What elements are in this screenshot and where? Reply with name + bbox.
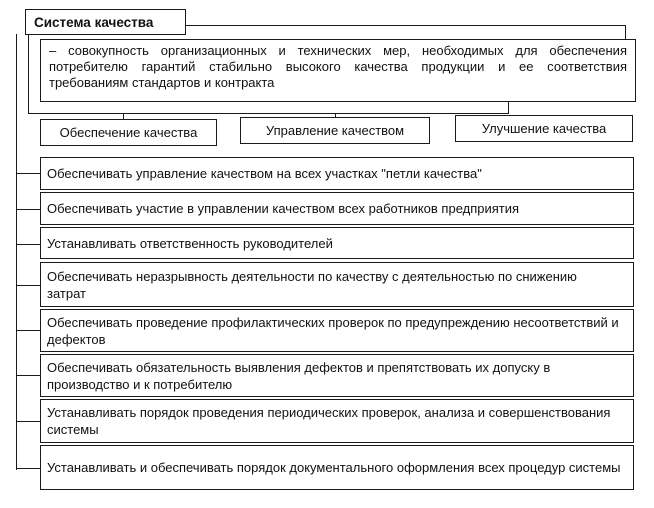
- task-text: Устанавливать и обеспечивать порядок документального оформления всех процедур системы: [47, 460, 621, 475]
- task-text: Обеспечивать управление качеством на всех участках "петли качества": [47, 166, 482, 181]
- task-1-connector: [16, 173, 40, 174]
- definition-text: – совокупность организационных и технических мер, необходимых для обеспечения потребителю гарантий стабильно высокого качества продукции и ее соответствия требованиям стандартов и контракта: [49, 43, 627, 90]
- right-vertical-connector: [625, 25, 626, 39]
- task-box-8: [40, 445, 634, 490]
- task-3-connector: [16, 244, 40, 245]
- task-7-connector: [16, 421, 40, 422]
- task-4-connector: [16, 285, 40, 286]
- component-label: Обеспечение качества: [59, 125, 198, 140]
- component-label: Управление качеством: [265, 123, 405, 138]
- components-bus-line: [28, 113, 508, 114]
- task-box-3: [40, 227, 634, 259]
- system-title-box: [25, 9, 186, 35]
- task-text: Обеспечивать обязательность выявления дефектов и препятствовать их допуску в производство и к потребителю: [47, 359, 551, 392]
- task-text: Обеспечивать неразрывность деятельности по качеству с деятельностью по снижению затрат: [47, 268, 577, 301]
- left-inner-spine-line: [28, 34, 29, 114]
- task-box-1: [40, 157, 634, 190]
- task-box-5: [40, 309, 634, 352]
- task-8-connector: [16, 468, 40, 469]
- task-text: Устанавливать порядок проведения периодических проверок, анализа и совершенствования системы: [47, 405, 611, 437]
- task-5-connector: [16, 330, 40, 331]
- component-box-quality-assurance: [40, 119, 217, 146]
- task-box-2: [40, 192, 634, 225]
- definition-box: [40, 39, 636, 102]
- component-3-drop: [508, 102, 509, 114]
- task-text: Обеспечивать участие в управлении качеством всех работников предприятия: [47, 201, 520, 216]
- system-title: Система качества: [34, 14, 154, 30]
- task-6-connector: [16, 375, 40, 376]
- task-box-4: [40, 262, 634, 307]
- component-box-quality-improvement: [455, 115, 633, 142]
- task-text: Устанавливать ответственность руководителей: [47, 235, 333, 251]
- task-2-connector: [16, 209, 40, 210]
- task-box-6: [40, 354, 634, 397]
- task-box-7: [40, 399, 634, 443]
- task-text: Обеспечивать проведение профилактических проверок по предупреждению несоответствий и дефектов: [47, 314, 619, 347]
- title-right-connector: [186, 25, 626, 26]
- component-label: Улучшение качества: [481, 121, 607, 136]
- component-box-quality-management: [240, 117, 430, 144]
- left-spine-line: [16, 34, 17, 470]
